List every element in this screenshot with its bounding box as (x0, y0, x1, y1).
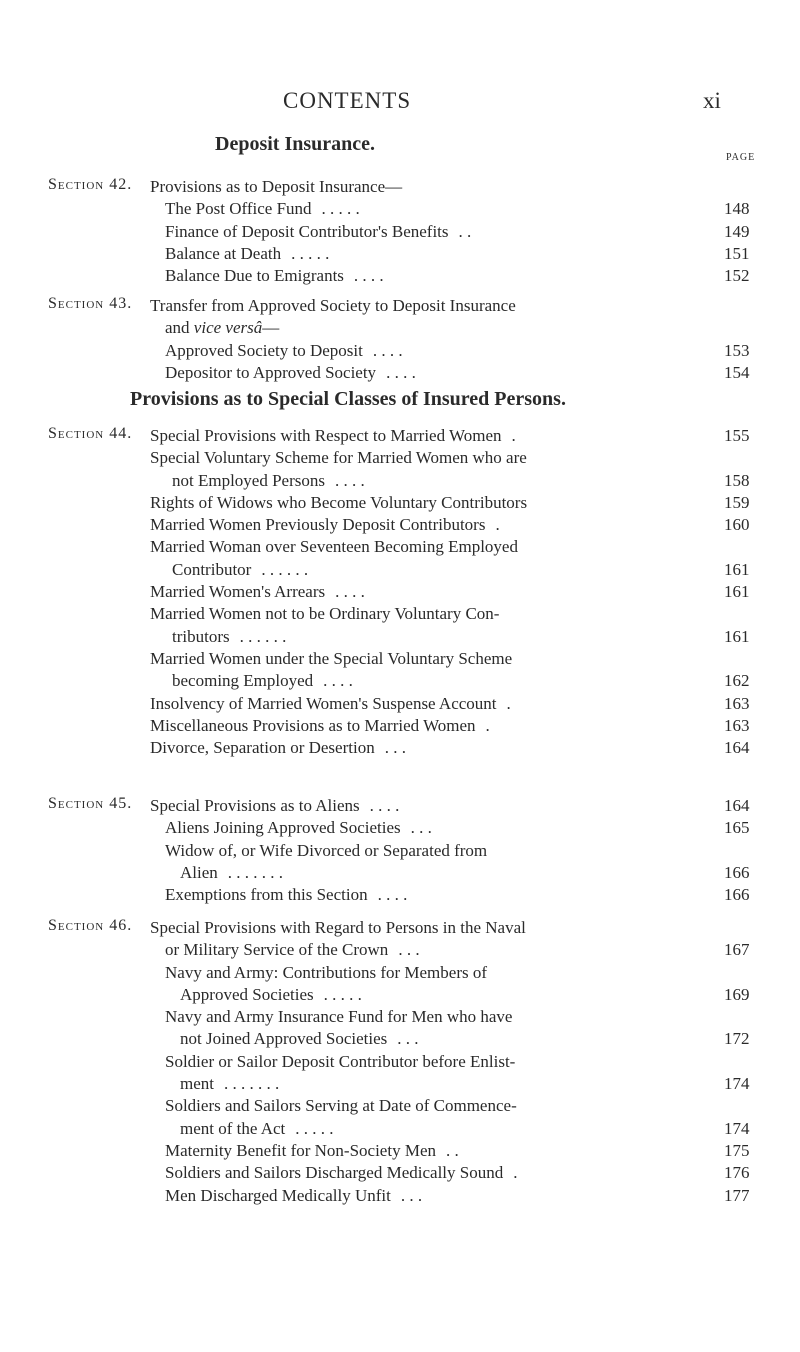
toc-entry (0, 840, 800, 862)
toc-entry (0, 715, 800, 737)
dot-leader: . (485, 715, 490, 735)
dot-leader: . . (458, 221, 472, 241)
dot-leader: . . . . . (295, 1118, 334, 1138)
page-number: 167 (724, 940, 750, 960)
entry-title: Married Women Previously Deposit Contributors . (150, 515, 500, 535)
page-number: 153 (724, 340, 750, 360)
toc-entry (0, 884, 800, 906)
toc-entry (0, 1118, 800, 1140)
entry-list (0, 295, 800, 384)
entry-title: Navy and Army: Contributions for Members of (165, 962, 488, 982)
toc-entry (0, 693, 800, 715)
toc-entry (0, 1051, 800, 1073)
toc-entry (0, 340, 800, 362)
toc-entry (0, 176, 800, 198)
page-column-label: PAGE (726, 152, 756, 163)
dot-leader: . . (446, 1140, 459, 1160)
page-number: 163 (724, 693, 750, 713)
page-number: 148 (724, 199, 750, 219)
page-number: 172 (724, 1029, 750, 1049)
entry-title: Maternity Benefit for Non-Society Men . . (165, 1140, 459, 1160)
section-label: Section 45. (48, 795, 133, 812)
entry-title: Navy and Army Insurance Fund for Men who have (165, 1007, 513, 1027)
entry-title: Special Provisions as to Aliens . . . . (150, 796, 400, 815)
toc-entry (0, 198, 800, 220)
toc-entry (0, 1028, 800, 1050)
group-heading-special-classes: Provisions as to Special Classes of Insured Persons. (130, 388, 566, 410)
entry-title: ment . . . . . . . (180, 1074, 280, 1094)
entry-title: Widow of, or Wife Divorced or Separated from (165, 840, 488, 860)
page-number: 159 (724, 492, 750, 512)
entry-title: and vice versâ— (165, 318, 280, 338)
section-46 (0, 917, 800, 1207)
page-number: 177 (724, 1185, 750, 1205)
dot-leader: . (506, 693, 511, 713)
dot-leader: . . . (410, 818, 432, 838)
section-42 (0, 176, 800, 287)
page-number: 166 (724, 885, 750, 905)
entry-title: Soldiers and Sailors Discharged Medically Sound . (165, 1163, 518, 1183)
entry-title: Finance of Deposit Contributor's Benefits . . (165, 221, 472, 241)
page-number: 169 (724, 984, 750, 1004)
page-number: 174 (724, 1074, 750, 1094)
page-number: 158 (724, 470, 750, 490)
dot-leader: . . . . (377, 885, 408, 905)
dot-leader: . . . (397, 1029, 419, 1049)
entry-title: becoming Employed . . . . (172, 671, 353, 691)
dot-leader: . (513, 1163, 518, 1183)
section-44 (0, 425, 800, 759)
page-number: 161 (724, 626, 750, 646)
entry-title: not Employed Persons . . . . (172, 470, 365, 490)
dot-leader: . . . . (369, 796, 400, 815)
entry-title: Transfer from Approved Society to Deposit Insurance (150, 296, 516, 315)
entry-list (0, 795, 800, 906)
toc-entry (0, 795, 800, 817)
running-head (0, 88, 800, 118)
page-folio: xi (703, 88, 721, 113)
dot-leader: . . . . (372, 340, 403, 360)
section-label: Section 43. (48, 295, 133, 312)
toc-entry (0, 984, 800, 1006)
dot-leader: . . . . (335, 582, 365, 602)
entry-title: Married Women not to be Ordinary Voluntary Con- (150, 604, 500, 624)
toc-entry (0, 737, 800, 759)
entry-title: ment of the Act . . . . . (180, 1118, 334, 1138)
entry-title: Divorce, Separation or Desertion . . . (150, 738, 406, 758)
dot-leader: . . . (384, 738, 406, 758)
dot-leader: . . . . (353, 266, 384, 286)
section-label: Section 46. (48, 917, 133, 934)
dot-leader: . . . (398, 940, 420, 960)
section-43 (0, 295, 800, 384)
page-number: 165 (724, 818, 750, 838)
dot-leader: . . . . (386, 362, 416, 382)
entry-title: Approved Societies . . . . . (180, 984, 362, 1004)
page-number: 152 (724, 266, 750, 286)
dot-leader: . . . . . . (261, 559, 309, 579)
toc-entry (0, 962, 800, 984)
toc-entry (0, 917, 800, 939)
toc-entry (0, 1140, 800, 1162)
page-number: 164 (724, 796, 750, 815)
entry-title: Exemptions from this Section . . . . (165, 885, 408, 905)
entry-title: Married Woman over Seventeen Becoming Employed (150, 537, 518, 557)
page-number: 149 (724, 221, 750, 241)
entry-title: The Post Office Fund . . . . . (165, 199, 360, 219)
toc-entry (0, 317, 800, 339)
page-number: 174 (724, 1118, 750, 1138)
dot-leader: . . . . . (321, 199, 360, 219)
toc-entry (0, 295, 800, 317)
page-number: 154 (724, 362, 750, 382)
toc-entry (0, 648, 800, 670)
toc-entry (0, 817, 800, 839)
toc-entry (0, 626, 800, 648)
entry-title: Approved Society to Deposit . . . . (165, 340, 403, 360)
toc-entry (0, 1185, 800, 1207)
dot-leader: . . . . . . . (224, 1074, 280, 1094)
entry-title: Provisions as to Deposit Insurance— (150, 177, 403, 196)
page-number: 161 (724, 559, 750, 579)
entry-title: or Military Service of the Crown . . . (165, 940, 420, 960)
entry-title: Special Provisions with Respect to Married Women . (150, 426, 516, 445)
dot-leader: . (495, 515, 500, 535)
entry-title: not Joined Approved Societies . . . (180, 1029, 419, 1049)
entry-list (0, 917, 800, 1207)
section-45 (0, 795, 800, 906)
dot-leader: . . . . (335, 470, 365, 490)
toc-entry (0, 514, 800, 536)
page-number: 155 (724, 426, 750, 445)
dot-leader: . . . . . (291, 243, 330, 263)
entry-title: Soldier or Sailor Deposit Contributor before Enlist- (165, 1051, 516, 1071)
entry-title: Depositor to Approved Society . . . . (165, 362, 416, 382)
entry-title: Balance Due to Emigrants . . . . (165, 266, 384, 286)
entry-title: Special Voluntary Scheme for Married Women who are (150, 448, 527, 468)
toc-entry (0, 1095, 800, 1117)
entry-list (0, 425, 800, 759)
entry-title: Aliens Joining Approved Societies . . . (165, 818, 432, 838)
section-label: Section 42. (48, 176, 133, 193)
entry-title: Insolvency of Married Women's Suspense Account . (150, 693, 511, 713)
entry-title: Rights of Widows who Become Voluntary Contributors (150, 492, 528, 512)
toc-entry (0, 603, 800, 625)
dot-leader: . (511, 426, 516, 445)
entry-list (0, 176, 800, 287)
dot-leader: . . . . . (323, 984, 362, 1004)
page-number: 176 (724, 1163, 750, 1183)
toc-entry (0, 862, 800, 884)
toc-entry (0, 243, 800, 265)
toc-entry (0, 470, 800, 492)
entry-title: Men Discharged Medically Unfit . . . (165, 1185, 423, 1205)
toc-entry (0, 670, 800, 692)
toc-entry (0, 536, 800, 558)
entry-title: Special Provisions with Regard to Persons in the Naval (150, 918, 526, 937)
entry-title: Married Women under the Special Voluntary Scheme (150, 648, 513, 668)
dot-leader: . . . . . . (239, 626, 287, 646)
entry-title: Miscellaneous Provisions as to Married Women . (150, 715, 490, 735)
toc-entry (0, 447, 800, 469)
dot-leader: . . . . (323, 671, 353, 691)
dot-leader: . . . . . . . (227, 862, 284, 882)
section-label: Section 44. (48, 425, 133, 442)
page-number: 164 (724, 738, 750, 758)
entry-title: tributors . . . . . . (172, 626, 287, 646)
page-number: 151 (724, 243, 750, 263)
entry-title: Balance at Death . . . . . (165, 243, 330, 263)
page-number: 161 (724, 582, 750, 602)
toc-entry (0, 1162, 800, 1184)
page-number: 166 (724, 862, 750, 882)
group-heading-deposit-insurance: Deposit Insurance. (215, 133, 376, 155)
toc-entry (0, 425, 800, 447)
toc-entry (0, 581, 800, 603)
entry-title: Soldiers and Sailors Serving at Date of Commence- (165, 1096, 517, 1116)
toc-entry (0, 362, 800, 384)
page-number: 175 (724, 1140, 750, 1160)
page-number: 160 (724, 515, 750, 535)
toc-entry (0, 1073, 800, 1095)
toc-entry (0, 1006, 800, 1028)
dot-leader: . . . (400, 1185, 423, 1205)
italic-phrase: vice versâ (193, 318, 263, 338)
toc-entry (0, 492, 800, 514)
page-number: 162 (724, 671, 750, 691)
toc-entry (0, 221, 800, 243)
entry-title: Contributor . . . . . . (172, 559, 309, 579)
toc-entry (0, 559, 800, 581)
page-number: 163 (724, 715, 750, 735)
running-head-title: CONTENTS (283, 88, 412, 113)
entry-title: Married Women's Arrears . . . . (150, 582, 365, 602)
entry-title: Alien . . . . . . . (180, 862, 284, 882)
toc-entry (0, 265, 800, 287)
toc-entry (0, 939, 800, 961)
